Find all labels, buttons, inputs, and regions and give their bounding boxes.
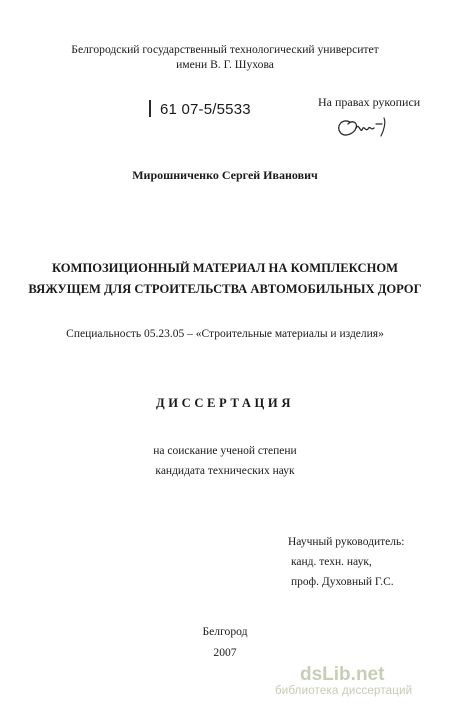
handwritten-signature	[334, 112, 394, 145]
place-and-year	[0, 621, 450, 663]
catalog-mark	[149, 100, 151, 117]
degree-line-2: кандидата технических наук	[155, 465, 295, 477]
university-honorific: имени В. Г. Шухова	[176, 58, 274, 71]
author-name: Мирошниченко Сергей Иванович	[132, 168, 318, 182]
document-type: ДИССЕРТАЦИЯ	[155, 396, 295, 410]
rights-note: На правах рукописи	[318, 95, 421, 109]
university-header	[0, 42, 450, 72]
degree-line-1: на соискание ученой степени	[153, 445, 297, 457]
title-line-1: КОМПОЗИЦИОННЫЙ МАТЕРИАЛ НА КОМПЛЕКСНОМ	[51, 261, 399, 275]
catalog-code: 61 07-5/5533	[160, 101, 251, 118]
advisor-title: канд. техн. наук,	[291, 556, 372, 568]
dissertation-title	[0, 258, 450, 300]
year: 2007	[213, 646, 237, 659]
city: Белгород	[202, 625, 248, 638]
degree-sought	[0, 441, 450, 481]
watermark-subtitle: библиотека диссертаций	[275, 685, 413, 697]
title-line-2: ВЯЖУЩЕМ ДЛЯ СТРОИТЕЛЬСТВА АВТОМОБИЛЬНЫХ ДОРОГ	[28, 282, 422, 296]
university-name: Белгородский государственный технологический университет	[71, 43, 379, 56]
advisor-label: Научный руководитель:	[288, 536, 405, 548]
specialty: Специальность 05.23.05 – «Строительные материалы и изделия»	[66, 328, 384, 340]
scientific-advisor	[288, 532, 404, 592]
watermark	[275, 664, 445, 697]
advisor-name: проф. Духовный Г.С.	[291, 576, 394, 588]
watermark-logo: dsLib.net	[300, 664, 385, 685]
